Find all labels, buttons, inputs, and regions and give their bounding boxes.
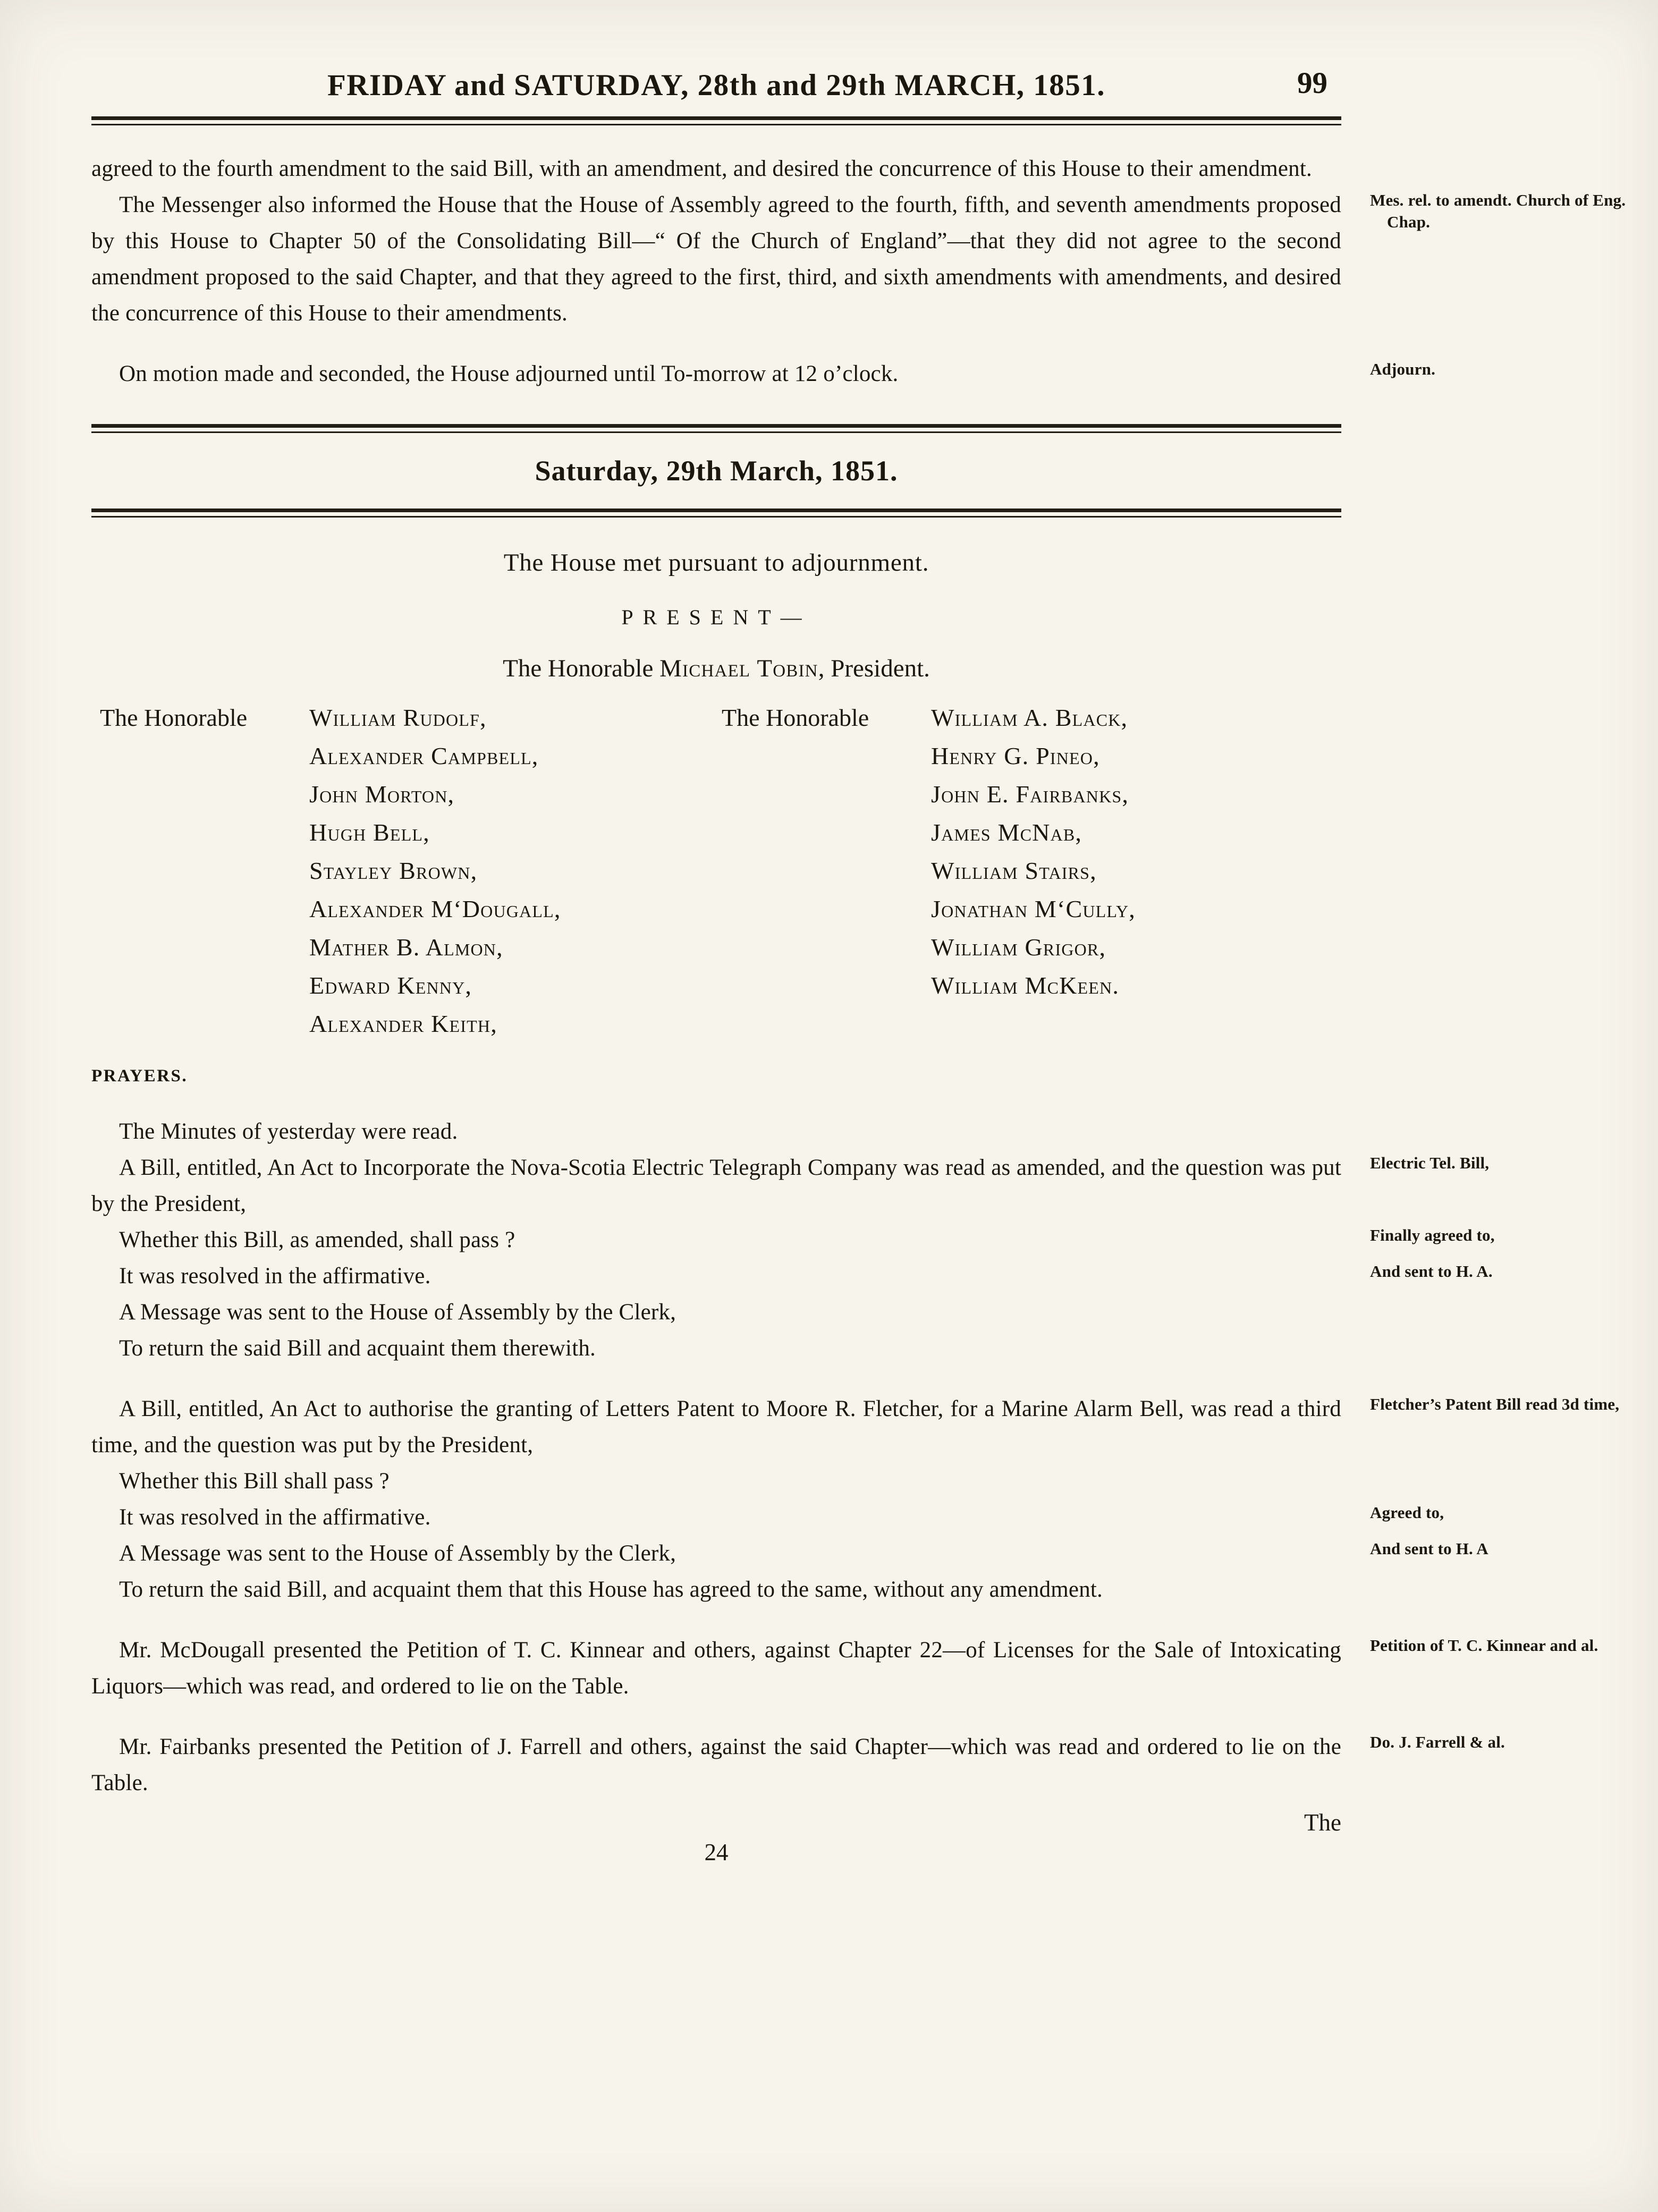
note-column [1341, 1258, 1639, 1282]
margin-note-fletcher: Fletcher’s Patent Bill read 3d time, [1370, 1395, 1620, 1413]
member-name: William McKeen. [931, 972, 1120, 999]
page-number: 99 [1297, 66, 1327, 100]
note-column [1341, 1463, 1639, 1465]
member-name: Stayley Brown, [309, 857, 478, 884]
friday-section [91, 151, 1639, 392]
paragraph-row [91, 1729, 1639, 1801]
member-name: John Morton, [309, 781, 455, 808]
member-name: John E. Fairbanks, [931, 781, 1129, 808]
paragraph-kinnear-petition: Mr. McDougall presented the Petition of T. C. Kinnear and others, against Chapter 22—of Licenses for the Sale of Intoxicating Liquors—which was read, and ordered to lie on the Table. [91, 1638, 1341, 1699]
paragraph-adjourn: On motion made and seconded, the House adjourned until To-morrow at 12 o’clock. [119, 361, 899, 386]
main-column [91, 1572, 1341, 1608]
section-rule-bottom [91, 508, 1341, 518]
note-column [1341, 1499, 1639, 1523]
note-column [1341, 1114, 1639, 1116]
paragraph-whether-second: Whether this Bill shall pass ? [119, 1469, 390, 1494]
note-column [1341, 1150, 1639, 1174]
met-line: The House met pursuant to adjournment. [503, 549, 929, 577]
president-name: Michael Tobin [659, 655, 818, 682]
note-column [1341, 1536, 1639, 1560]
members-right [722, 699, 1341, 1043]
member-names-right [931, 699, 1136, 1005]
page-header [91, 68, 1341, 103]
main-column [91, 1463, 1341, 1499]
main-column [91, 1632, 1341, 1705]
margin-note-finally-agreed: Finally agreed to, [1370, 1226, 1495, 1244]
main-column [91, 151, 1341, 187]
main-column [91, 1258, 1341, 1294]
margin-note-sent-first: And sent to H. A. [1370, 1262, 1493, 1281]
paragraph-resolved-first: It was resolved in the affirmative. [119, 1264, 431, 1289]
catchword: The [1304, 1809, 1341, 1836]
paragraph-row [91, 1499, 1639, 1536]
paragraph-row [91, 1632, 1639, 1705]
note-column [1341, 187, 1639, 233]
main-column [91, 187, 1341, 332]
main-column [91, 1330, 1341, 1367]
main-column [91, 1114, 1341, 1150]
member-name: Mather B. Almon, [309, 934, 503, 961]
paragraph-continuation: agreed to the fourth amendment to the said Bill, with an amendment, and desired the concurrence of this House to their amendment. [91, 156, 1312, 181]
business-section [91, 1114, 1639, 1801]
note-column [1341, 1391, 1639, 1415]
main-column [91, 1729, 1341, 1801]
paragraph-message-first: A Message was sent to the House of Assembly by the Clerk, [119, 1300, 676, 1325]
paragraph-resolved-second: It was resolved in the affirmative. [119, 1505, 431, 1530]
member-name: William Stairs, [931, 857, 1097, 884]
signature-mark: 24 [704, 1839, 729, 1866]
member-name: Henry G. Pineo, [931, 742, 1100, 769]
members-list [91, 699, 1341, 1043]
paragraph-row [91, 1330, 1639, 1367]
note-column [1341, 1632, 1639, 1656]
main-column [91, 1499, 1341, 1536]
paragraph-row [91, 1572, 1639, 1608]
member-name: William Grigor, [931, 934, 1106, 961]
note-column [1341, 1294, 1639, 1296]
paragraph-row [91, 1114, 1639, 1150]
honorable-prefix: The Honorable [100, 704, 248, 731]
paragraph-row [91, 1150, 1639, 1222]
paragraph-whether-amended: Whether this Bill, as amended, shall pass ? [119, 1227, 515, 1252]
paragraph-row [91, 1463, 1639, 1499]
margin-note-kinnear: Petition of T. C. Kinnear and al. [1370, 1636, 1598, 1655]
president-suffix: , President. [818, 655, 930, 682]
note-column [1341, 356, 1639, 380]
note-column [1341, 151, 1639, 153]
paragraph-telegraph-bill: A Bill, entitled, An Act to Incorporate the Nova-Scotia Electric Telegraph Company was read as amended, and the question was put by the President, [91, 1155, 1341, 1216]
header-rule [91, 116, 1341, 125]
sitting-heading: Saturday, 29th March, 1851. [535, 455, 898, 487]
paragraph-message-second: A Message was sent to the House of Assembly by the Clerk, [119, 1541, 676, 1566]
running-head: FRIDAY and SATURDAY, 28th and 29th MARCH, 1851. [327, 69, 1106, 102]
main-column [91, 1222, 1341, 1258]
present-label: PRESENT— [621, 605, 811, 629]
member-names-left [309, 699, 561, 1043]
margin-note-farrell: Do. J. Farrell & al. [1370, 1733, 1505, 1751]
paragraph-return-first: To return the said Bill and acquaint them therewith. [119, 1336, 596, 1361]
member-name: Hugh Bell, [309, 819, 430, 846]
paragraph-row [91, 1222, 1639, 1258]
member-name: James McNab, [931, 819, 1082, 846]
main-column [91, 1391, 1341, 1463]
member-name: Edward Kenny, [309, 972, 472, 999]
paragraph-row [91, 1536, 1639, 1572]
saturday-section [91, 548, 1639, 1086]
paragraph-row [91, 187, 1639, 332]
note-column [1341, 1330, 1639, 1333]
note-column [1341, 1729, 1639, 1753]
president-prefix: The Honorable [503, 655, 660, 682]
honorable-prefix: The Honorable [722, 704, 869, 731]
main-column [91, 356, 1341, 392]
note-column [1341, 1222, 1639, 1246]
margin-note-telegraph: Electric Tel. Bill, [1370, 1154, 1490, 1172]
member-name: William A. Black, [931, 704, 1128, 731]
section-rule-top [91, 424, 1341, 433]
paragraph-farrell-petition: Mr. Fairbanks presented the Petition of J. Farrell and others, against the said Chapter—which was read and ordered to lie on the Table. [91, 1734, 1341, 1795]
paragraph-fletcher-bill: A Bill, entitled, An Act to authorise the granting of Letters Patent to Moore R. Fletcher, for a Marine Alarm Bell, was read a third time, and the question was put by the President, [91, 1396, 1341, 1457]
margin-note-agreed: Agreed to, [1370, 1503, 1444, 1522]
president-line [91, 654, 1341, 683]
main-column [91, 1536, 1341, 1572]
paragraph-messenger: The Messenger also informed the House that the House of Assembly agreed to the fourth, fifth, and seventh amendments proposed by this House to Chapter 50 of the Consolidating Bill—“ Of the Church of England”—that they did not agree to the second amendment proposed to the said Chapter, and that they agreed to the first, third, and sixth amendments with amendments, and desired the concurrence of this House to their amendments. [91, 192, 1341, 326]
paragraph-minutes: The Minutes of yesterday were read. [119, 1119, 458, 1144]
note-column [1341, 1572, 1639, 1574]
member-name: William Rudolf, [309, 704, 487, 731]
margin-note-adjourn: Adjourn. [1370, 360, 1436, 378]
member-name: Alexander M‘Dougall, [309, 895, 561, 922]
member-name: Alexander Campbell, [309, 742, 539, 769]
paragraph-row [91, 151, 1639, 187]
paragraph-row [91, 356, 1639, 392]
prayers-label: PRAYERS. [91, 1066, 188, 1086]
margin-note-messenger: Mes. rel. to amendt. Church of Eng. Chap. [1370, 191, 1626, 231]
paragraph-row [91, 1391, 1639, 1463]
paragraph-return-second: To return the said Bill, and acquaint them that this House has agreed to the same, without any amendment. [119, 1577, 1103, 1602]
paragraph-row [91, 1258, 1639, 1294]
page-footer [91, 1809, 1341, 1899]
members-left [100, 699, 722, 1043]
main-column [91, 1150, 1341, 1222]
main-column [91, 1294, 1341, 1330]
margin-note-sent-second: And sent to H. A [1370, 1539, 1488, 1558]
member-name: Jonathan M‘Cully, [931, 895, 1136, 922]
member-name: Alexander Keith, [309, 1010, 497, 1037]
paragraph-row [91, 1294, 1639, 1330]
